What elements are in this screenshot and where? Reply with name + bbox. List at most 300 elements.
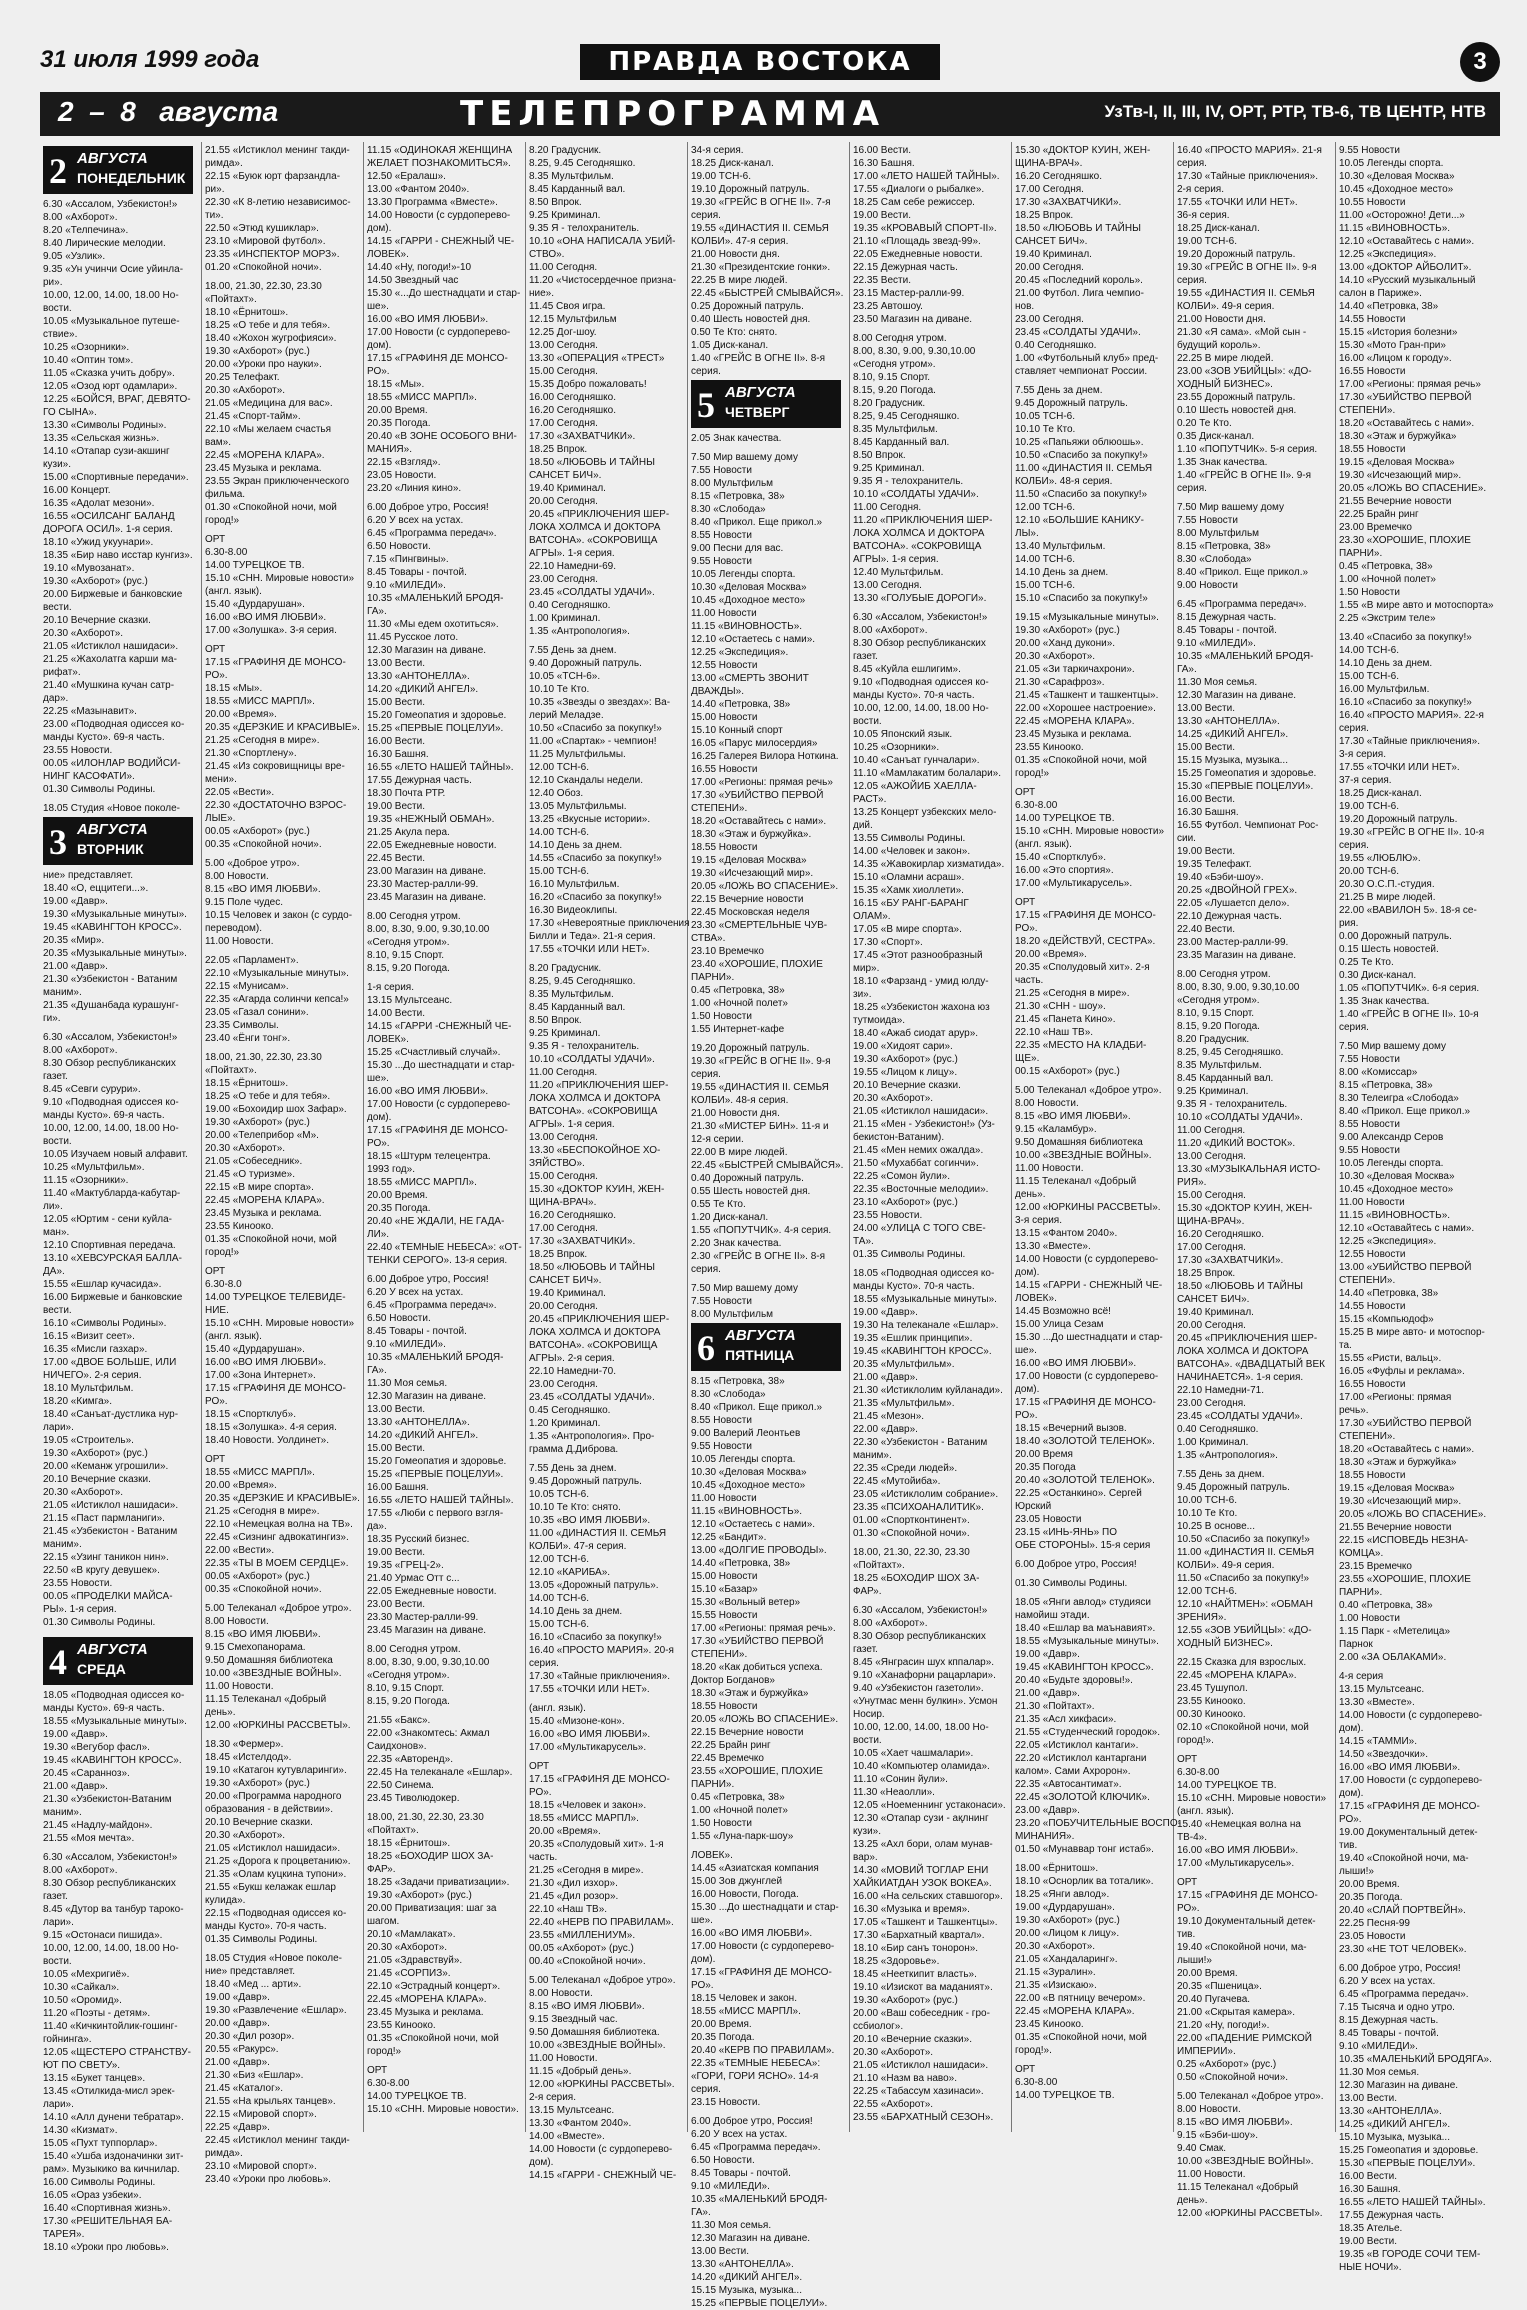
program-entry: 13.05 Мультфильмы.: [529, 801, 627, 812]
program-entry: 17.15 «ГРАФИНЯ ДЕ МОНСО-: [1015, 910, 1156, 921]
program-entry: 21.45 «Мен немих ожалда».: [853, 1145, 984, 1156]
program-entry: 23.20 «Линия кино».: [367, 483, 462, 494]
program-entry: 5.00 Телеканал «Доброе утро».: [1177, 2091, 1324, 2102]
program-entry: ЛОКА ХОЛМСА И ДОКТОРА: [529, 522, 661, 533]
program-entry: 1.00 «Ночной полет»: [691, 1805, 788, 1816]
program-entry: 18.00, 21.30, 22.30, 23.30: [367, 1812, 484, 1823]
program-entry: 19.20 Дорожный патруль.: [1177, 249, 1296, 260]
program-entry: 20.40 «КЕРВ ПО ПРАВИЛАМ».: [691, 2045, 835, 2056]
program-entry: 22.25 «Сомон йули».: [853, 1171, 951, 1182]
program-entry: 22.15 Сказка для взрослых.: [1177, 1657, 1307, 1668]
program-entry: 18.25 «Задачи приватизации».: [367, 1877, 510, 1888]
program-entry: 23.45 Тушупол.: [1177, 1683, 1248, 1694]
program-entry: 8.15 Дежурная часть.: [1177, 612, 1277, 623]
program-entry: 22.25 «Останкино». Сергей: [1015, 1488, 1142, 1499]
program-entry: 13.00 Вести.: [367, 1404, 425, 1415]
program-entry: 21.05 «Здравствуй».: [367, 1955, 463, 1966]
program-entry: 9.10 «МИЛЕДИ».: [1177, 638, 1256, 649]
program-entry: ставляет чемпионат России.: [1015, 366, 1148, 377]
program-entry: ВАТСОНА». «СОКРОВИЩА: [529, 535, 658, 546]
program-entry: 19.30 «Ахборот» (рус.): [853, 1054, 958, 1065]
program-entry: 18.25 «О тебе и для тебя».: [205, 320, 331, 331]
program-entry: 15.10 Конный спорт: [691, 725, 783, 736]
program-entry: 8.45 Товары - почтой.: [1177, 625, 1277, 636]
program-entry: САНСЕТ БИЧ».: [1015, 236, 1088, 247]
program-entry: 16.20 Сегодняшко.: [1177, 1229, 1264, 1240]
program-entry: КОЛБИ». 48-я серия.: [1015, 476, 1113, 487]
program-entry: Саидхонов».: [367, 1741, 427, 1752]
program-entry: 16.30 Башня.: [1339, 2184, 1401, 2195]
program-entry: 23.30 «ХОРОШИЕ, ПЛОХИЕ: [1339, 535, 1471, 546]
program-entry: 9.55 Новости: [691, 556, 752, 567]
program-entry: 10.45 «Доходное место»: [1339, 1184, 1454, 1195]
program-entry: 23.15 Новости.: [691, 2097, 761, 2108]
program-entry: 15.30 «ПЕРВЫЕ ПОЦЕЛУИ».: [1339, 2158, 1476, 2169]
program-entry: 23.45 Музыка и реклама.: [205, 1208, 322, 1219]
program-entry: 12.10 «КАРИБА».: [529, 1567, 611, 1578]
program-entry: 6.30-8.00: [1015, 2077, 1058, 2088]
program-entry: 20.35 «Сполудовый хит». 2-я: [1015, 962, 1150, 973]
program-entry: 17.00 «Регионы: прямая речь»: [691, 777, 833, 788]
program-entry: 19.30 «Вегубор фасл».: [43, 1742, 150, 1753]
program-entry: дом).: [367, 1112, 392, 1123]
program-entry: 13.25 «Вкусные истории».: [529, 814, 651, 825]
program-entry: 14.15 «ГАРРИ - СНЕЖНЫЙ ЧЕ-: [1015, 1280, 1163, 1291]
program-entry: 13.00 Вести.: [1177, 703, 1235, 714]
program-entry: 20.00 Приватизация: шаг за: [367, 1903, 497, 1914]
program-entry: 11.00 Новости.: [205, 936, 274, 947]
program-entry: салон в Париже».: [1339, 288, 1422, 299]
program-entry: ЛОКА ХОЛМСА И ДОКТОРА: [529, 1327, 661, 1338]
program-entry: «Сегодня утром».: [367, 937, 450, 948]
program-entry: 10.05 Легенды спорта.: [691, 569, 796, 580]
program-entry: рифат».: [43, 667, 81, 678]
program-entry: 20.00 «Уроки про науки».: [205, 359, 322, 370]
program-entry: 21.00 «Давр».: [43, 961, 108, 972]
program-entry: рам». Музыкико ва кичнилар.: [43, 2164, 180, 2175]
program-entry: ОРТ: [1015, 2064, 1036, 2075]
program-entry: АГРЫ». 1-я серия.: [529, 1119, 615, 1130]
program-entry: 23.00 Сегодня.: [1177, 1398, 1246, 1409]
program-entry: 16.00 «ВО ИМЯ ЛЮБВИ».: [205, 1357, 327, 1368]
program-entry: 17.00 «Мультикарусель».: [1177, 1858, 1295, 1869]
program-entry: 19.55 «ДИНАСТИЯ II. СЕМЬЯ: [691, 223, 829, 234]
program-entry: 0.45 «Петровка, 38»: [691, 1792, 785, 1803]
program-entry: 8.55 Новости: [691, 1415, 752, 1426]
program-entry: 22.10 Дежурная часть.: [1177, 911, 1282, 922]
program-entry: 18.05 «Янги авлод» студияси: [1015, 1597, 1152, 1608]
program-entry: 12.25 «Экспедиция».: [1339, 249, 1437, 260]
program-entry: 17.30 «Бархатный квартал».: [853, 1930, 985, 1941]
program-entry: РО».: [367, 366, 390, 377]
program-entry: 22.00 В мире людей.: [691, 1147, 788, 1158]
program-entry: 22.45 «МОРЕНА КЛАРА».: [205, 1195, 325, 1206]
program-entry: 18.10 «Бир санъ тонорон».: [853, 1943, 979, 1954]
program-entry: 21.30 «Я сама». «Мой сын -: [1177, 327, 1307, 338]
program-entry: 14.30 «МОВИЙ ТОГЛАР ЕНИ: [853, 1865, 989, 1876]
program-entry: 22.00 «Давр».: [853, 1424, 918, 1435]
program-entry: 11.45 Русское лото.: [367, 632, 459, 643]
program-entry: 22.00 «ПАДЕНИЕ РИМСКОЙ: [1177, 2033, 1312, 2044]
program-entry: 15.40 «Дурдарушан».: [205, 599, 305, 610]
program-entry: ГО СЫНА».: [43, 407, 97, 418]
day-header: [43, 146, 193, 194]
program-entry: 15.25 «ПЕРВЫЕ ПОЦЕЛУИ».: [367, 723, 504, 734]
program-entry: 23.30 «СМЕРТЕЛЬНЫЕ ЧУВ-: [691, 920, 828, 931]
program-entry: ОРТ: [205, 1266, 226, 1277]
program-entry: НИЕ.: [205, 1305, 229, 1316]
program-entry: 17.00 «Мультикарусель».: [1015, 878, 1133, 889]
program-entry: 13.00 Сегодня.: [529, 340, 598, 351]
program-entry: НАЧИНАЕТСЯ». 1-я серия.: [1177, 1372, 1304, 1383]
program-entry: 21.00 Футбол. Лига чемпио-: [1015, 288, 1144, 299]
program-entry: 18.20 «Оставайтесь с нами».: [1339, 1444, 1475, 1455]
program-entry: 6.00 Доброе утро, Россия!: [367, 1274, 489, 1285]
program-entry: 19.10 «Изискот ва маданият».: [853, 1982, 993, 1993]
program-entry: 17.30 «ЗАХВАТЧИКИ».: [529, 431, 636, 442]
program-entry: маним».: [43, 987, 82, 998]
program-entry: 16.00 Символы Родины.: [43, 2177, 156, 2188]
schedule-column: [364, 142, 526, 2132]
program-entry: 17.00 Новости (с сурдоперево-: [1339, 1775, 1483, 1786]
program-entry: 18.25 Сам себе режиссер.: [853, 197, 975, 208]
program-entry: 37-я серия.: [1339, 775, 1392, 786]
program-entry: 12.10 «Остаетесь с нами».: [691, 634, 816, 645]
program-entry: 10.25 «Озорники».: [853, 742, 940, 753]
program-entry: 19.55 «ДИНАСТИЯ II. СЕМЬЯ: [1177, 288, 1315, 299]
program-entry: кузи».: [853, 1826, 881, 1837]
program-entry: 19.00 Вести.: [367, 1547, 425, 1558]
program-entry: 22.05 Ежедневные новости.: [367, 1586, 497, 1597]
program-entry: 1.55 «Луна-парк-шоу»: [691, 1831, 794, 1842]
program-entry: 11.00 Сегодня.: [853, 502, 922, 513]
program-entry: город!»: [1015, 768, 1050, 779]
program-entry: 21.55 «Бакс».: [367, 1715, 431, 1726]
program-entry: 22.30 «К 8-летию независимос-: [205, 197, 351, 208]
program-entry: 18.25 «Янги авлод».: [1015, 1889, 1110, 1900]
program-entry: 8.40 «Прикол. Еще прикол.»: [691, 517, 823, 528]
program-entry: лари».: [43, 1917, 74, 1928]
program-entry: 10.40 «Оптин том».: [43, 355, 134, 366]
program-entry: 17.55 «Люби с первого взгля-: [367, 1508, 504, 1519]
program-entry: 15.00 Улица Сезам: [1015, 1319, 1104, 1330]
program-entry: 8.30 «Слобода»: [691, 1389, 766, 1400]
program-entry: 10.05 Легенды спорта.: [1339, 158, 1444, 169]
program-entry: 18.25 «Узбекистон жахона юз: [853, 1002, 990, 1013]
program-entry: 1.00 Новости: [1339, 1613, 1400, 1624]
program-entry: 14.00 Вести.: [367, 1008, 425, 1019]
program-entry: 22.45 «МОРЕНА КЛАРА».: [1015, 2006, 1135, 2017]
program-entry: РО».: [205, 670, 228, 681]
program-entry: 10.45 «Доходное место»: [691, 595, 806, 606]
program-entry: 15.30 «ДОКТОР КУИН, ЖЕН-: [529, 1184, 665, 1195]
program-entry: 11.30 Моя семья.: [367, 1378, 448, 1389]
program-entry: 23.05 Новости: [1339, 1931, 1406, 1942]
program-entry: 19.30 «Музыкальные минуты».: [43, 909, 187, 920]
program-entry: 16.20 Сегодняшко.: [1015, 171, 1102, 182]
program-entry: 23.40 «Уроки про любовь».: [205, 2174, 331, 2185]
program-entry: 10.30 «Деловая Москва»: [1339, 171, 1455, 182]
program-entry: 12.30 Магазин на диване.: [367, 1391, 487, 1402]
program-entry: 19.20 Дорожный патруль.: [691, 1043, 810, 1054]
program-entry: 22.35 «Автосантимат».: [1015, 1779, 1122, 1790]
program-entry: вости.: [43, 1956, 72, 1967]
program-entry: 6.00 Доброе утро, Россия!: [1015, 1559, 1137, 1570]
program-entry: 17.00 Сегодня.: [529, 418, 598, 429]
program-entry: 15.30 «ДОКТОР КУИН, ЖЕН-: [1177, 1203, 1313, 1214]
program-entry: 5.00 «Доброе утро».: [205, 858, 300, 869]
program-entry: 21.30 «Истиклолим куйланади».: [853, 1385, 1003, 1396]
program-entry: 8.45 Карданный вал.: [529, 1002, 626, 1013]
program-entry: ОРТ: [367, 2065, 388, 2076]
program-entry: 13.55 Символы Родины.: [853, 833, 966, 844]
day-month: АВГУСТА: [77, 150, 148, 167]
program-entry: 21.25 «Сегодня в мире».: [205, 735, 320, 746]
program-entry: 36-я серия.: [1177, 210, 1230, 221]
program-entry: 17.00 Сегодня.: [1015, 184, 1084, 195]
program-entry: 15.00 Зов джунглей: [691, 1876, 783, 1887]
program-entry: 00.05 «ПРОДЕЛКИ МАЙСА-: [43, 1591, 173, 1602]
program-entry: 17.30 «УБИЙСТВО ПЕРВОЙ: [691, 790, 824, 801]
program-entry: 22.45 «МОРЕНА КЛАРА».: [1015, 716, 1135, 727]
program-entry: 10.00 «ЗВЕЗДНЫЕ ВОЙНЫ».: [529, 2040, 666, 2051]
program-entry: 10.45 «Доходное место»: [1339, 184, 1454, 195]
day-header: [43, 1637, 193, 1685]
program-entry: 15.30 ...До шестнадцати и стар-: [691, 1902, 839, 1913]
program-entry: 18.55 «Музыкальные минуты».: [853, 1294, 997, 1305]
program-entry: 23.45 «СОЛДАТЫ УДАЧИ».: [529, 587, 655, 598]
program-entry: 1.55 Интернет-кафе: [691, 1024, 785, 1035]
program-entry: 22.15 «В мире спорта».: [205, 1182, 314, 1193]
program-entry: 22.35 «Среди людей».: [853, 1463, 958, 1474]
program-entry: 9.40 Дорожный патруль.: [529, 658, 642, 669]
program-entry: 8.15 Дежурная часть.: [1339, 2015, 1439, 2026]
program-entry: 14.10 День за днем.: [529, 840, 623, 851]
schedule-column: [1336, 142, 1498, 2273]
program-entry: 13.00 Сегодня.: [529, 1132, 598, 1143]
program-entry: дом).: [1015, 1267, 1040, 1278]
program-entry: 18.15 «Ёрнитош».: [205, 1078, 289, 1089]
program-entry: 19.30 «Ахборот» (рус.): [43, 1448, 148, 1459]
program-entry: 18.30 «Этаж и буржуйка»: [691, 1688, 809, 1699]
program-entry: ЛОКА ХОЛМСА И ДОКТОРА: [1177, 1346, 1309, 1357]
program-entry: 19.30 «ГРЕЙС В ОГНЕ II». 7-я: [691, 197, 831, 208]
program-entry: 8.00 Сегодня утром.: [853, 333, 947, 344]
program-entry: 23.40 «ХОРОШИЕ, ПЛОХИЕ: [691, 959, 823, 970]
program-entry: 14.40 «Петровка, 38»: [691, 699, 791, 710]
program-entry: 11.00 Новости: [691, 608, 757, 619]
program-entry: 14.55 «Спасибо за покупку!»: [529, 853, 662, 864]
program-entry: 9.10 «Подводная одиссея ко-: [853, 677, 989, 688]
program-entry: 23.55 Новости.: [853, 1210, 923, 1221]
program-entry: лерий Меладзе.: [529, 710, 604, 721]
program-entry: ше».: [367, 1073, 389, 1084]
program-entry: 12.05 «Ноеменнинг устаконаси».: [853, 1800, 1006, 1811]
program-entry: 34-я серия.: [691, 145, 744, 156]
program-entry: 6.30-8.00: [205, 547, 248, 558]
program-entry: ОБЕ СТОРОНЫ». 15-я серия: [1015, 1540, 1151, 1551]
program-entry: 17.15 «ГРАФИНЯ ДЕ МОНСО-: [1339, 1801, 1480, 1812]
program-entry: 8.35 Мультфильм.: [529, 989, 614, 1000]
program-entry: 11.15 «Озорники».: [43, 1175, 129, 1186]
program-entry: 1.35 Знак качества.: [1177, 457, 1268, 468]
program-entry: 8.00, 8.30, 9.00, 9.30,10.00: [367, 1657, 490, 1668]
program-entry: 0.35 Диск-канал.: [1177, 431, 1255, 442]
program-entry: ГА».: [367, 1365, 387, 1376]
program-entry: кузи».: [43, 459, 71, 470]
program-entry: 20.35 Погода.: [691, 2032, 755, 2043]
program-entry: 11.00 Сегодня.: [529, 1067, 598, 1078]
program-entry: Носир.: [853, 1709, 885, 1720]
program-entry: 13.00 «СМЕРТЬ ЗВОНИТ: [691, 673, 809, 684]
program-entry: 8.00 «Ахборот».: [43, 1045, 118, 1056]
program-entry: 18.25 Впрок.: [1015, 210, 1074, 221]
program-entry: 16.00 «ВО ИМЯ ЛЮБВИ».: [367, 1086, 489, 1097]
program-entry: 20.40 «Будьте здоровы!».: [1015, 1675, 1133, 1686]
program-entry: КОЛБИ». 49-я серия.: [1177, 1560, 1275, 1571]
program-entry: 20.30 «Ахборот».: [1015, 1941, 1096, 1952]
program-entry: 21.30 «Узбекистон-Ватаним: [43, 1794, 172, 1805]
program-entry: 15.15 Музыка, музыка...: [691, 2285, 802, 2296]
program-entry: 14.40 «Ну, погоди!»-10: [367, 262, 472, 273]
program-entry: 16.55 «ЛЕТО НАШЕЙ ТАЙНЫ».: [1339, 2197, 1486, 2208]
program-entry: 8.25, 9.45 Сегодняшко.: [529, 158, 636, 169]
program-entry: 11.20 «ПРИКЛЮЧЕНИЯ ШЕР-: [529, 1080, 669, 1091]
program-grid: [40, 142, 1500, 2309]
program-entry: 20.40 «НЕ ЖДАЛИ, НЕ ГАДА-: [367, 1216, 505, 1227]
program-entry: 7.55 День за днем.: [1177, 1469, 1265, 1480]
program-entry: 19.35 «КРОВАВЫЙ СПОРТ-II».: [853, 223, 997, 234]
program-entry: город!»: [367, 2046, 402, 2057]
program-entry: 0.40 Сегодняшко.: [1177, 1424, 1259, 1435]
program-entry: 0.40 Сегодняшко.: [529, 600, 611, 611]
program-entry: 18.55 «МИСС МАРПЛ».: [691, 2006, 801, 2017]
program-entry: 19.00 «Бохоидир шох Зафар».: [205, 1104, 347, 1115]
program-entry: 13.00 Вести.: [1339, 2093, 1397, 2104]
program-entry: 14.00 ТСН-6.: [529, 1593, 590, 1604]
program-entry: ОРТ: [1177, 1754, 1198, 1765]
program-entry: 16.40 «Спортивная жизнь».: [43, 2203, 171, 2214]
program-entry: 10.05 Легенды спорта.: [691, 1454, 796, 1465]
program-entry: 13.30 «Вместе».: [1339, 1697, 1415, 1708]
program-entry: 6.30 «Ассалом, Узбекистон!»: [853, 1605, 988, 1616]
program-entry: 00.40 «Спокойной ночи».: [529, 1956, 646, 1967]
program-entry: намойиш этади.: [1015, 1610, 1090, 1621]
program-entry: 3-я серия.: [1339, 749, 1386, 760]
program-entry: 15.00 Вести.: [367, 1443, 425, 1454]
program-entry: серия.: [1339, 1022, 1369, 1033]
program-entry: 21.45 «Каталог».: [205, 2083, 284, 2094]
program-entry: 15.10 Музыка, музыка...: [1339, 2132, 1450, 2143]
program-entry: 0.40 Сегодняшко.: [1015, 340, 1097, 351]
program-entry: 8.45 Товары - почтой.: [367, 1326, 467, 1337]
program-entry: 18.55 Новости: [1339, 444, 1406, 455]
program-entry: 8.50 Впрок.: [853, 450, 906, 461]
program-entry: 20.00 Сегодня.: [1177, 1320, 1246, 1331]
program-entry: 22.35 «ТЫ В МОЕМ СЕРДЦЕ».: [205, 1558, 349, 1569]
program-entry: дар».: [43, 693, 69, 704]
program-entry: АГРЫ». 1-я серия.: [529, 548, 615, 559]
program-entry: 0.45 Сегодняшко.: [529, 1405, 611, 1416]
program-entry: 13.30 «МУЗЫКАЛЬНАЯ ИСТО-: [1177, 1164, 1321, 1175]
program-entry: 7.55 Новости: [691, 465, 752, 476]
program-entry: 0.45 «Петровка, 38»: [691, 985, 785, 996]
program-entry: ше».: [1015, 1345, 1037, 1356]
program-entry: 17.30 «Спорт».: [853, 937, 923, 948]
program-entry: 22.10 «Музыкальные минуты».: [205, 968, 349, 979]
program-entry: 19.00 Вести.: [1339, 2236, 1397, 2247]
program-entry: 18.15 «Золушка». 4-я серия.: [205, 1422, 337, 1433]
program-entry: 23.45 Тиволюдокер.: [367, 1793, 460, 1804]
program-entry: 14.00 Новости (с сурдоперево-: [1339, 1710, 1483, 1721]
program-entry: 9.10 «МИЛЕДИ».: [1339, 2041, 1418, 2052]
program-entry: 15.25 «Счастливый случай».: [367, 1047, 501, 1058]
program-entry: ти».: [205, 210, 224, 221]
program-entry: 17.00 Новости (с сурдоперево-: [1015, 1371, 1159, 1382]
program-entry: 14.50 «Звездочки».: [1339, 1749, 1428, 1760]
program-entry: АГРЫ». 2-я серия.: [529, 1353, 615, 1364]
program-entry: 23.10 «Ахборот» (рус.): [853, 1197, 958, 1208]
program-entry: 14.00 Новости (с сурдоперево-: [1015, 1254, 1159, 1265]
program-entry: 18.15 «Мы».: [205, 683, 263, 694]
program-entry: 16.55 Новости: [1339, 366, 1406, 377]
program-entry: 21.10 «Площадь звезд-99».: [853, 236, 981, 247]
program-entry: 18.40 «Ешлар ва маънавият».: [1015, 1623, 1156, 1634]
program-entry: 8.10, 9.15 Спорт.: [367, 1683, 445, 1694]
program-entry: 20.00 «Время».: [529, 1826, 601, 1837]
program-entry: 22.20 «Истиклол кантаргани: [1015, 1753, 1147, 1764]
program-entry: 17.15 «ГРАФИНЯ ДЕ МОНСО-: [1177, 1890, 1318, 1901]
program-entry: 20.10 Вечерние сказки.: [43, 1474, 151, 1485]
program-entry: 6.45 «Программа передач».: [367, 1300, 497, 1311]
program-entry: 16.30 «Музыка и время».: [853, 1904, 970, 1915]
program-entry: 00.15 «Ахборот» (рус.): [1015, 1066, 1120, 1077]
program-entry: 13.30 «АНТОНЕЛЛА».: [691, 2259, 794, 2270]
program-entry: 8.00 Новости.: [205, 1616, 269, 1627]
program-entry: 14.00 «Вместе».: [529, 2131, 605, 2142]
program-entry: 10.30 «Сайкал».: [43, 1982, 120, 1993]
program-entry: 11.50 «Спасибо за покупку!»: [1015, 489, 1148, 500]
program-entry: 15.25 Гомеопатия и здоровье.: [1177, 768, 1317, 779]
program-entry: 20.30 «Ахборот».: [367, 1942, 448, 1953]
program-entry: 8.00 Новости.: [1177, 2104, 1241, 2115]
program-entry: 17.15 «ГРАФИНЯ ДЕ МОНСО-: [205, 657, 346, 668]
program-entry: 22.25 Песня-99: [1339, 1918, 1410, 1929]
program-entry: речь».: [1339, 1405, 1369, 1416]
program-entry: 20.45 «ПРИКЛЮЧЕНИЯ ШЕР-: [529, 509, 670, 520]
program-entry: 23.45 «СОЛДАТЫ УДАЧИ».: [529, 1392, 655, 1403]
program-entry: 0.10 Шесть новостей дня.: [1177, 405, 1297, 416]
program-entry: 16.35 «Мисли газхар».: [43, 1344, 148, 1355]
program-entry: 10.00 «ЗВЕЗДНЫЕ ВОЙНЫ».: [1177, 2156, 1314, 2167]
program-entry: 15.10 «СНН. Мировые новости»: [1177, 1793, 1327, 1804]
program-entry: кулида».: [205, 1895, 246, 1906]
program-entry: КОЛБИ». 47-я серия.: [691, 236, 789, 247]
program-entry: 21.55 «Студенческий городок».: [1015, 1727, 1160, 1738]
program-entry: 6.30 «Ассалом, Узбекистон!»: [43, 199, 178, 210]
program-entry: 18.15 «Вечерний вызов.: [1015, 1423, 1127, 1434]
program-entry: 15.00 Вести.: [367, 697, 425, 708]
program-entry: 15.00 Вести.: [1177, 742, 1235, 753]
program-entry: КОЛБИ». 48-я серия.: [691, 1095, 789, 1106]
program-entry: лари».: [43, 2099, 74, 2110]
program-entry: 7.55 Новости: [1339, 1054, 1400, 1065]
program-entry: 21.00 Новости дня.: [691, 1108, 780, 1119]
program-entry: 13.00 Вести.: [367, 658, 425, 669]
program-entry: ЩИНА-ВРАЧ».: [1177, 1216, 1245, 1227]
range-to: 8: [120, 96, 136, 127]
range-month: августа: [159, 96, 279, 127]
